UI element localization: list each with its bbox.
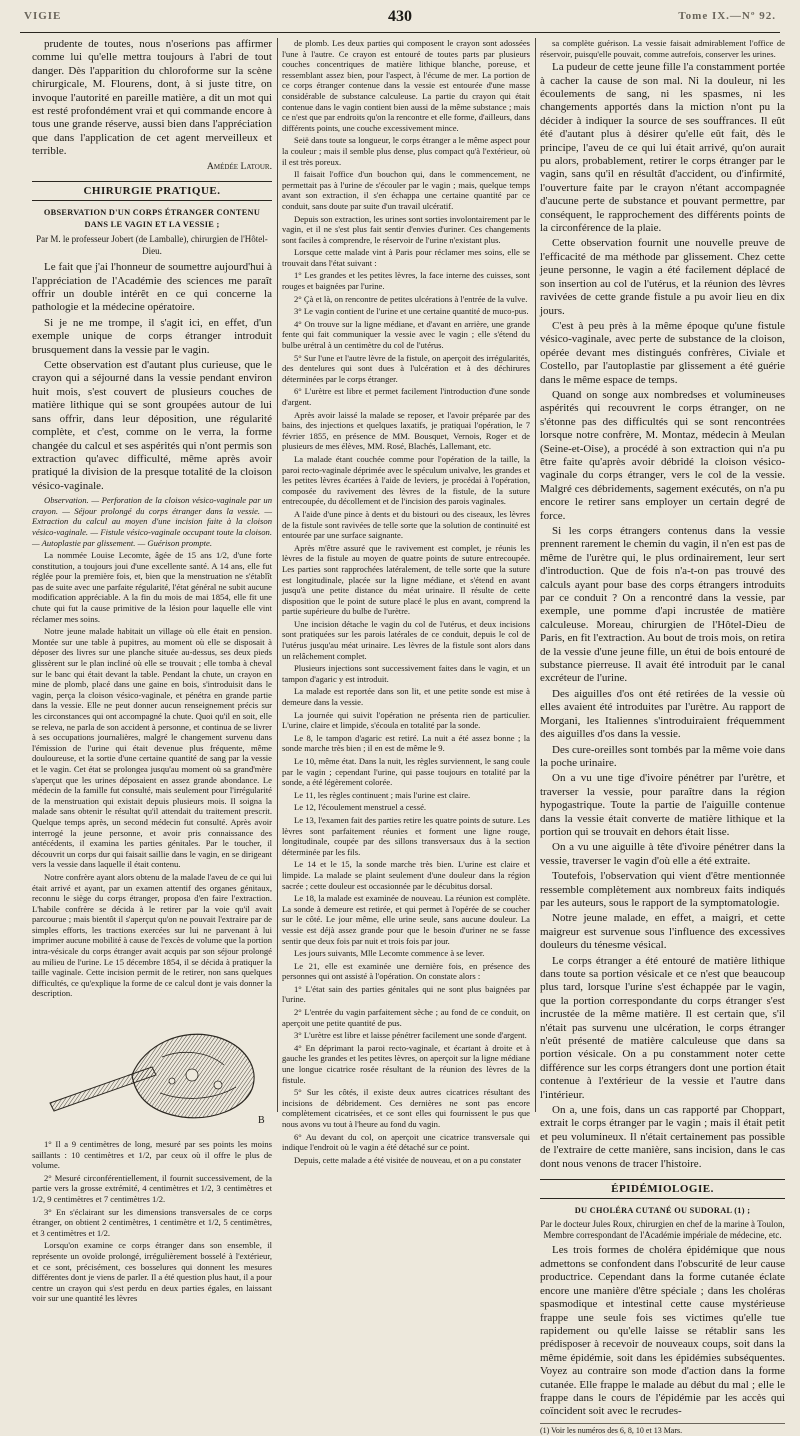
paragraph: Depuis, cette malade a été visitée de nouveau, et on a pu constater	[294, 1154, 522, 1165]
calculus-illustration	[32, 1005, 272, 1133]
column-3	[540, 38, 785, 1435]
paragraph: Il faisait l'office d'un bouchon qui, dans le commencement, ne permettait pas à l'urine de s'écouler par le vagin ; mais, quelque temps avant son extraction, il s'en échappa une certaine quantité par ce conduit, sans doute par suite d'un travail ulcératif.	[282, 169, 530, 211]
paragraph: Après avoir laissé la malade se reposer, et l'avoir préparée par des bains, des injections et quelques laxatifs, je pratiquai l'opération, le 7 février 1855, en présence de MM. Bousquet, Vernois, Roger et de plusieurs de mes élèves, MM. Rosé, Blachés, Lallemant, etc.	[282, 409, 530, 452]
paragraph: Le 14 et le 15, la sonde marche très bien. L'urine est claire et limpide. La malade se plaint seulement d'une douleur dans la région sacrée ; cette douleur est occasionnée par le décubitus dorsal.	[282, 859, 530, 891]
page-header	[20, 6, 780, 33]
article-title: DU CHOLÉRA CUTANÉ OU SUDORAL (1) ;	[574, 1206, 751, 1216]
column-rule	[535, 38, 536, 1112]
measure-item: 3° En s'éclairant sur les dimensions transversales de ce corps étranger, on obtient 2 centimètres, 1 centimètre et 1/2, 5 centimètres, et 3 centimètres et 1/2.	[32, 1206, 272, 1238]
paragraph: Le 8, le tampon d'agaric est retiré. La nuit a été assez bonne ; la sonde marche très bien ; il en est de même le 9.	[282, 732, 530, 754]
paragraph: Les jours suivants, Mlle Lecomte commence à se lever.	[294, 948, 485, 959]
list-item: 6° L'urètre est libre et permet facilement l'introduction d'une sonde d'argent.	[282, 386, 530, 407]
paragraph: Si les corps étrangers contenus dans la vessie prennent rarement le chemin du vagin, il n'en est pas de même de l'urètre qui, le plus ordinairement, leur sert d'introduction. Que de fois n'a-t-on pas trouvé des calculs ayant pour base des corps étrangers introduits par ce conduit ? On a rencontré dans la vessie, par exemple, une pomme d'api incrustée de matière calculeuse. Moreau, chirurgien de l'Hôtel-Dieu de Paris, en fit l'extraction. Au bout de trois mois, on retira de la vessie d'une jeune fille, un étui de bois entouré de substance pierreuse. Il avait été introduit par le canal excréteur de l'urine.	[540, 525, 785, 685]
paragraph: Plusieurs injections sont successivement faites dans le vagin, et un tampon d'agaric y est introduit.	[282, 663, 530, 684]
figure-label: B	[258, 1115, 265, 1127]
paragraph: Cette observation fournit une nouvelle preuve de l'efficacité de ma méthode par glissement. Chez cette jeune personne, le vagin a été facilement déplacé de son insertion au col de l'utérus, et la réunion des lèvres ravivées de cette grande fistule a pu avoir lieu en dix jours.	[540, 237, 785, 317]
paragraph: Des cure-oreilles sont tombés par la même voie dans la poche urinaire.	[540, 743, 785, 769]
paragraph: La journée qui suivit l'opération ne présenta rien de particulier. L'urine, claire et limpide, s'écoula en totalité par la sonde.	[282, 709, 530, 731]
paragraph: prudente de toutes, nous n'oserions pas affirmer comme lui qu'elle mettra toujours à l'abri de tout danger. Dès l'apparition du chloroforme sur la scène chirurgicale, M. Flourens, dont, à si juste titre, on invoque l'autorité en pareille matière, a dit un mot qui est resté profondément vrai et qui commande encore à tous une grande réserve, aussi bien dans l'appréciation que dans l'application de cet agent merveilleux et terrible.	[32, 38, 272, 158]
paragraph: Notre confrère ayant alors obtenu de la malade l'aveu de ce qui lui était arrivé et ayant, par un examen attentif des organes génitaux, reconnu le siège du corps étranger, proposa d'en faire l'extraction. L'habile confrère se décida à le retirer par la voie qu'il avait parcourue ; mais bientôt il s'aperçut qu'on ne pouvait l'extraire par de simples efforts, les tractions exercées sur lui ne parvenant à lui imprimer aucune mobilité à cause de l'excès de volume que la portion intra-vésicale du corps étranger avait acquis par son séjour prolongé au milieu de l'urine. Le 15 décembre 1854, il se décida à pratiquer la taille vaginale. Cette incision permit de le retirer, non sans quelques difficultés, ce qu'explique la forme de ce calcul dont je vais donner la description.	[32, 871, 272, 999]
paragraph: Le 11, les règles continuent ; mais l'urine est claire.	[294, 789, 471, 800]
list-item: 4° En déprimant la paroi recto-vaginale, et écartant à droite et à gauche les grandes et les petites lèvres, on aperçoit sur la ligne médiane une longue cicatrice rosée résultant de la réunion des lèvres de la fistule.	[282, 1042, 530, 1085]
list-item: 4° On trouve sur la ligne médiane, et d'avant en arrière, une grande fente qui fait communiquer la vessie avec le vagin ; elle s'étend du bulbe urétral à un centimètre du col de l'utérus.	[282, 318, 530, 351]
list-item: 5° Sur les côtés, il existe deux autres cicatrices résultant des incisions de débridement. Ces dernières ne sont pas encore complètement cicatrisées, et ce sont elles qui fournissent le pus que nous avons vu tout à l'heure au fond du vagin.	[282, 1087, 530, 1129]
paragraph: Le 13, l'examen fait des parties retire les quatre points de suture. Les lèvres sont parfaitement réunies et forment une ligne rouge, longitudinale, coupée par des sillons transversaux dus à la section déterminée par les fils.	[282, 814, 530, 857]
list-item: 6° Au devant du col, on aperçoit une cicatrice transversale qui indique l'endroit où le vagin a été détaché sur ce point.	[282, 1131, 530, 1153]
paragraph: Des aiguilles d'os ont été retirées de la vessie où elles avaient été introduites par l'urètre. Au rapport de Morgani, les Italiennes s'introduiraient fréquemment des aiguilles d'os dans la vessie.	[540, 687, 785, 741]
paragraph: de plomb. Les deux parties qui composent le crayon sont adossées l'une à l'autre. Ce crayon est entouré de toutes parts par plusieurs couches concentriques de matière lithique blanche, poreuse, et ressemblant assez bien, pour l'aspect, à l'écume de mer. La portion de ce corps étranger contenue dans la vessie est entourée d'une masse considérable de substance calculeuse. La partie du crayon qui était contenue dans le vagin contient bien aussi de la même substance ; mais ce n'est que par endroits qu'on la rencontre et elle forme, d'ailleurs, dans différents points, une couche excessivement mince.	[282, 38, 530, 133]
paragraph: Notre jeune malade, en effet, a maigri, et cette maigreur est survenue sous l'influence des excessives douleurs du ténesme vésical.	[540, 912, 785, 952]
paragraph: Seië dans toute sa longueur, le corps étranger a le même aspect pour la couleur ; mais il semble plus dense, plus compact qu'à l'extérieur, où il est très poreux.	[282, 135, 530, 167]
paragraph: Le 18, la malade est examinée de nouveau. La réunion est complète. La sonde à demeure est retirée, et qui permet à l'opérée de se coucher sur le côté. Le jour même, elle urine seule, sans aucune douleur. La vessie est déjà assez grande pour que le besoin d'uriner ne se fasse sentir que deux fois par nuit et trois fois par jour.	[282, 893, 530, 946]
paragraph: Les trois formes de choléra épidémique que nous admettons se confondent dans l'obscurité de leur cause productrice. Cependant dans la forme cutanée éclate encore une manière d'être spéciale ; dans les choléras spasmodique et intestinal cette cause mystérieuse frappe une seule fois ses victimes qu'elle tue rapidement ou qu'elle laisse se rétablir sans les prédisposer à recevoir de nouveaux coups, soit dans la même épidémie, soit dans les épidémies subséquentes. Voyez au contraire son mode d'action dans la forme cutanée. Elle frappe le malade au début du mal ; elle le frappe dans le cours de l'épidémie par les accès qui coïncident soit avec le recrudes-	[540, 1244, 785, 1418]
paragraph: Toutefois, l'observation qui vient d'être mentionnée ressemble complètement aux nombreux faits indiqués par les auteurs, sous le rapport de la symptomatologie.	[540, 870, 785, 909]
measure-item: 2° Mesuré circonférentiellement, il fournit successivement, de la partie vers la grosse extrémité, 4 centimètres et 1/2, 3 centimètres et 1/2, 9 centimètres et 7 centimètres 1/2.	[32, 1172, 272, 1204]
list-item: 5° Sur l'une et l'autre lèvre de la fistule, on aperçoit des irrégularités, des dentelures qui sont dues à l'ulcération et à des déchirures déterminées par le corps étranger.	[282, 352, 530, 384]
signature: Amédée Latour.	[206, 160, 272, 172]
byline: Par le docteur Jules Roux, chirurgien en chef de la marine à Toulon, Membre correspondant de l'Académie impériale de médecine, etc.	[540, 1219, 785, 1240]
section-title: CHIRURGIE PRATIQUE.	[32, 181, 272, 201]
footnote: (1) Voir les numéros des 6, 8, 10 et 13 Mars.	[540, 1423, 785, 1436]
paragraph: sa complète guérison. La vessie faisait admirablement l'office de réservoir, puisqu'elle pouvait, comme autrefois, conserver les urines.	[540, 38, 785, 59]
article-title: OBSERVATION D'UN CORPS ÉTRANGER CONTENU DANS LE VAGIN ET LA VESSIE ;	[43, 207, 261, 229]
list-item: 2° L'entrée du vagin parfaitement sèche ; au fond de ce conduit, on aperçoit une petite quantité de pus.	[282, 1007, 530, 1028]
section-title: ÉPIDÉMIOLOGIE.	[540, 1179, 785, 1199]
paragraph: On a, une fois, dans un cas rapporté par Choppart, extrait le corps étranger par le vagin ; mais il était petit et peu volumineux. Il n'était certainement pas possible de l'extraire de cette manière, sans incision, dans le cas dont nous venons de tracer l'histoire.	[540, 1104, 785, 1170]
paragraph: On a vu une aiguille à tête d'ivoire pénétrer dans la vessie, traverser le vagin d'où elle a été extraite.	[540, 841, 785, 867]
paragraph: Le corps étranger a été entouré de matière lithique dans toute sa portion vésicale et ce n'est que beaucoup plus tard, lorsque l'urine s'est échappée par le vagin, que la portion correspondante du corps étranger s'est incrustée de la même matière. Il est certain que, s'il n'était pas survenu une ulcération, le corps étranger n'eût présenté de matière calculeuse que dans sa portion vésicale. On a pu constamment noter cette différence sur les corps étrangers dont une portion était contenue à l'extérieur de la vessie et l'autre dans l'intérieur.	[540, 954, 785, 1101]
list-item: 2° Çà et là, on rencontre de petites ulcérations à l'entrée de la vulve.	[294, 293, 528, 304]
paragraph: La nommée Louise Lecomte, âgée de 15 ans 1/2, d'une forte constitution, a toujours joui d'une excellente santé. A 14 ans, elle fut réglée pour la première fois, et, bien que la menstruation ne s'établît pas de suite avec une parfaite régularité, l'état général ne subit aucune modification appréciable. A la fin du mois de mai 1854, elle fit une chute qui fut la cause primitive de la lésion pour laquelle elle vint réclamer mes soins.	[32, 550, 272, 624]
paragraph: Le 12, l'écoulement menstruel a cessé.	[294, 802, 427, 813]
paragraph: Si je ne me trompe, il s'agit ici, en effet, d'un exemple unique de corps étranger introduit brusquement dans la vessie par le vagin.	[32, 316, 272, 356]
column-1	[32, 38, 272, 1304]
engraving-svg	[32, 1005, 272, 1133]
list-item: 3° L'urètre est libre et laisse pénétrer facilement une sonde d'argent.	[294, 1030, 527, 1041]
page-number: 430	[388, 8, 412, 25]
measure-item: 1° Il a 9 centimètres de long, mesuré par ses points les moins saillants : 10 centimètres et 1/2, par ceux où il offre le plus de volume.	[32, 1139, 272, 1171]
list-item: 1° L'état sain des parties génitales qui ne sont plus baignées par l'urine.	[282, 983, 530, 1005]
header-right: Tome IX.—Nº 92.	[678, 10, 776, 22]
column-2	[282, 38, 530, 1165]
paragraph: La pudeur de cette jeune fille l'a constamment portée à cacher la cause de son mal. Ni la douleur, ni les écoulements de sang, ni les spasmes, ni les changements apportés dans la miction n'ont pu la décider à indiquer la source de ses souffrances. Il eût été d'autant plus à désirer qu'elle eût fait, dès le principe, l'aveu de ce qui lui était arrivé, qu'on aurait pu alors, probablement, retirer le corps étranger par le vagin, sans qu'il en résultât d'accident, ou d'infirmité, l'ouverture faite par le crayon n'étant accompagnée d'aucune perte de substance et pouvant permettre, par conséquent, le rapprochement des différents points de la circonférence de la plaie.	[540, 61, 785, 235]
list-item: 3° Le vagin contient de l'urine et une certaine quantité de muco-pus.	[294, 306, 529, 317]
paragraph: C'est à peu près à la même époque qu'une fistule vésico-vaginale, avec perte de substance de la cloison, opérée devant mes distingués confrères, Civiale et Costello, par l'autoplastie par glissement a été guérie dans le même espace de temps.	[540, 319, 785, 386]
list-item: 1° Les grandes et les petites lèvres, la face interne des cuisses, sont rouges et baignées par l'urine.	[282, 270, 530, 292]
paragraph: Après m'être assuré que le ravivement est complet, je réunis les lèvres de la fistule au moyen de quatre points de suture entrecoupée. Les parties sont rapprochées latéralement, de telle sorte que la suture est longitudinale, placée sur la ligne médiane, et s'étend en avant jusqu'à une petite distance du méat urinaire. Il résulte de cette disposition que le point de suture placé le plus en avant, comprend la partie supérieure du bulbe de l'urètre.	[282, 542, 530, 617]
paragraph: Le 21, elle est examinée une dernière fois, en présence des personnes qui ont assisté à l'opération. On constate alors :	[282, 960, 530, 982]
paragraph: Le fait que j'ai l'honneur de soumettre aujourd'hui à l'appréciation de l'Académie des sciences me paraît offrir un double intérêt en ce qui concerne la pathologie et la médecine opératoire.	[32, 261, 272, 314]
paragraph: Une incision détache le vagin du col de l'utérus, et deux incisions sont pratiquées sur les parois latérales de ce conduit, depuis le col de l'utérus jusqu'au méat urinaire. Les lèvres de la fistule sont alors dans un relâchement complet.	[282, 618, 530, 661]
paragraph: Depuis son extraction, les urines sont sorties involontairement par le vagin, et il ne s'est plus fait sentir d'envies d'uriner. Ces changements sont faciles à comprendre, le réservoir de l'urine n'existant plus.	[282, 213, 530, 245]
paragraph: Cette observation est d'autant plus curieuse, que le crayon qui a séjourné dans la vessie pendant environ huit mois, s'est couvert de plusieurs couches de matière lithique qui se sont groupées autour de lui sans offrir, dans leur déposition, une régularité complète, et c'est, comme on le verra, la forme changée du calcul et ses aspérités qui n'ont permis son extraction qu'avec difficulté, même après avoir pratiqué la division de la presque totalité de la cloison vésico-vaginale.	[32, 359, 272, 492]
paragraph: La malade est reportée dans son lit, et une petite sonde est mise à demeure dans la vessie.	[282, 686, 530, 708]
paragraph: Le 10, même état. Dans la nuit, les règles surviennent, le sang coule par le vagin ; cependant l'urine, qui passe toujours en totalité par la sonde, a été légèrement colorée.	[282, 756, 530, 788]
paragraph: La malade étant couchée comme pour l'opération de la taille, la paroi recto-vaginale déprimée avec le spéculum univalve, les grandes et les petites lèvres écartées à l'aide de leviers, je procédai à l'opération, composée du ravivement des lèvres de la fistule, de la suture entrecoupée, du décollement et de l'incision des parois vaginales.	[282, 453, 530, 507]
paragraph: Lorsqu'on examine ce corps étranger dans son ensemble, il représente un ovoïde prolongé, irrégulièrement bosselé à l'extérieur, et ce sont, précisément, ces bosselures qui donnent les mesures différentes dont je viens de parler. Il a été question plus haut, il a pour centre un crayon qui s'est perdu en deux parties égales, en laissant voir sur une quantité les lèvres	[32, 1240, 272, 1304]
paragraph: On a vu une tige d'ivoire pénétrer par l'urètre, et traverser la vessie, pour paraître dans la région hypogastrique. Toute la partie de l'aiguille contenue dans la vessie était converte de matière lithique et la portion qui se trouvait en dehors était lisse.	[540, 772, 785, 838]
header-left: VIGIE	[24, 10, 62, 22]
paragraph: Notre jeune malade habitait un village où elle était en pension. Montée sur une table à pupitres, au moment où elle se disposait à déposer des livres sur une planche située au-dessus, ses deux pieds glissèrent sur le plan incliné où elle se trouvait ; elle tomba à cheval sur le banc qui était devant la table. Pendant la chute, un crayon en mine de plomb, placé dans une gaine en bois, s'introduisit dans le vagin, perça la cloison vésico-vaginale, et pénétra en grande partie dans la vessie. Elle ne peut donner aucun renseignement précis sur les circonstances qui ont accompagné la chute. Quoi qu'il en soit, elle se releva, ne parla de son accident à personne, et continua de se livrer à ses occupations journalières, malgré le changement survenu dans l'émission de l'urine qui était devenue plus fréquente, même douloureuse, et la sortie d'une certaine quantité de sang par la vessie et le vagin. Cet état se prolongea jusqu'au moment où sa grand'mère s'aperçut que les urines déposaient en assez grande abondance. Le médecin de la famille fut consulté, mais seulement pour l'irrégularité de la menstruation qui existait depuis plusieurs mois. Il soigna la malade sans obtenir le résultat qu'il attendait du traitement prescrit. Quelque temps après, un second médecin fut consulté. Après avoir interrogé la jeune personne, et avoir pris connaissance des antécédents, il examina les parties génitales. Par le toucher, il découvrit un corps dur qui faisait saillie dans le vagin, en se dirigeant vers la vessie dans laquelle il était contenu.	[32, 626, 272, 870]
summary: Observation. — Perforation de la cloison vésico-vaginale par un crayon. — Séjour prolongé du corps étranger dans la vessie. — Extraction du calcul au moyen d'une incision faite à la cloison vésico-vaginale. — Fistule vésico-vaginale occupant toute la cloison. — Autoplastie par glissement. — Guérison prompte.	[32, 495, 272, 548]
byline: Par M. le professeur Jobert (de Lamballe), chirurgien de l'Hôtel-Dieu.	[36, 234, 268, 257]
paragraph: Lorsque cette malade vint à Paris pour réclamer mes soins, elle se trouvait dans l'état suivant :	[282, 247, 530, 268]
column-rule	[277, 38, 278, 1112]
paragraph: Quand on songe aux nombredses et volumineuses aspérités qui recouvrent le corps étranger, on ne s'étonne pas des difficultés qui se sont rencontrées lorsque notre confrère, M. Montaz, médecin à Meulan (Seine-et-Oise), a procédé à son extraction qui n'a pu être faite qu'après avoir débridé la cloison vésico-vaginale du corps étranger, vers le col de la vessie. Malgré ces débridements, sagement exécutés, on n'a pu encore le retirer sans employer un certain degré de force.	[540, 388, 785, 522]
paragraph: A l'aide d'une pince à dents et du bistouri ou des ciseaux, les lèvres de la fistule sont ravivées de telle sorte que la solution de continuité est entourée par une surface saignante.	[282, 508, 530, 541]
